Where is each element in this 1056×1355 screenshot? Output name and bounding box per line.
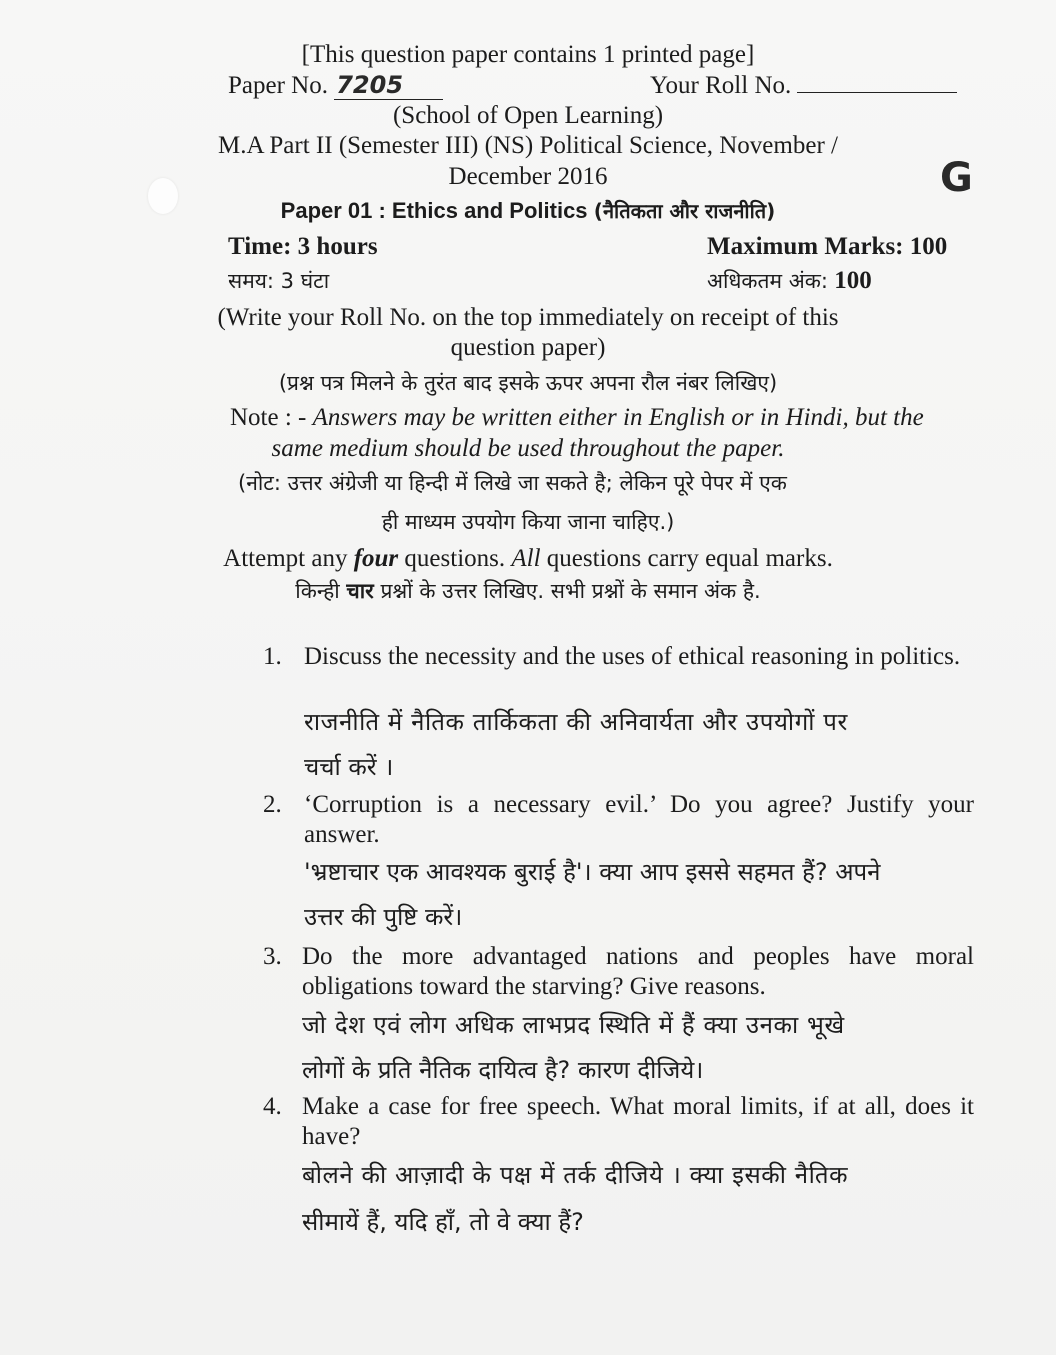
note-line-2: same medium should be used throughout the paper. (271, 435, 785, 462)
max-marks-hi: अधिकतम अंक: 100 (707, 267, 872, 294)
question-text-hi-2: चर्चा करें । (304, 753, 394, 781)
paper-title: Paper 01 : Ethics and Politics (नैतिकता और राजनीति) (280, 198, 776, 223)
time-en: Time: 3 hours (228, 233, 378, 260)
question-number: 4. (263, 1093, 282, 1120)
note-line-1: Note : - Answers may be written either in English or in Hindi, but the (230, 404, 924, 431)
course-line-1: M.A Part II (Semester III) (NS) Political Science, November / (218, 132, 838, 159)
question-text-en: Make a case for free speech. What moral limits, if at all, does it have? (302, 1093, 974, 1150)
roll-instruction-2: question paper) (450, 334, 606, 361)
school-name: (School of Open Learning) (392, 102, 664, 129)
question-number: 1. (263, 643, 282, 670)
attempt-instruction: Attempt any four questions. All questions carry equal marks. (223, 545, 833, 572)
max-marks-en: Maximum Marks: 100 (707, 233, 948, 260)
roll-instruction-1: (Write your Roll No. on the top immediately on receipt of this (217, 304, 839, 331)
question-text-hi-2: उत्तर की पुष्टि करें। (304, 903, 463, 931)
paper-number-value: 7205 (334, 71, 443, 100)
roll-number: Your Roll No. (650, 70, 957, 101)
question-text-en: Do the more advantaged nations and peoples have moral obligations toward the starving? Give reasons. (302, 943, 974, 1000)
attempt-instruction-hi: किन्ही चार प्रश्नों के उत्तर लिखिए. सभी प्रश्नों के समान अंक है. (295, 579, 761, 603)
question-text-hi-2: लोगों के प्रति नैतिक दायित्व है? कारण दीजिये। (302, 1056, 704, 1084)
roll-instruction-hi: (प्रश्न पत्र मिलने के तुरंत बाद इसके ऊपर अपना रौल नंबर लिखिए) (278, 371, 778, 395)
note-hi-line-1: (नोट: उत्तर अंग्रेजी या हिन्दी में लिखे जा सकते है; लेकिन पूरे पेपर में एक (238, 471, 787, 495)
question-text-hi-1: राजनीति में नैतिक तार्किकता की अनिवार्यता और उपयोगों पर (304, 708, 848, 736)
question-text-hi-1: बोलने की आज़ादी के पक्ष में तर्क दीजिये । क्या इसकी नैतिक (302, 1161, 849, 1189)
question-number: 2. (263, 791, 282, 818)
handwritten-mark: G (940, 155, 973, 201)
question-text-en: ‘Corruption is a necessary evil.’ Do you agree? Justify your answer. (304, 791, 974, 848)
question-text-en: Discuss the necessity and the uses of ethical reasoning in politics. (304, 643, 961, 670)
question-number: 3. (263, 943, 282, 970)
roll-number-blank (797, 70, 957, 93)
printed-pages-note: [This question paper contains 1 printed page] (301, 41, 755, 68)
paper-number: Paper No. 7205 (228, 70, 443, 101)
question-text-hi-2: सीमायें हैं, यदि हाँ, तो वे क्या हैं? (302, 1208, 584, 1236)
question-text-hi-1: 'भ्रष्टाचार एक आवश्यक बुराई है'। क्या आप इससे सहमत हैं? अपने (304, 858, 881, 886)
time-hi: समय: 3 घंटा (228, 269, 330, 293)
course-line-2: December 2016 (448, 163, 608, 190)
question-text-hi-1: जो देश एवं लोग अधिक लाभप्रद स्थिति में हैं क्या उनका भूखे (302, 1011, 845, 1039)
note-hi-line-2: ही माध्यम उपयोग किया जाना चाहिए.) (381, 510, 675, 534)
